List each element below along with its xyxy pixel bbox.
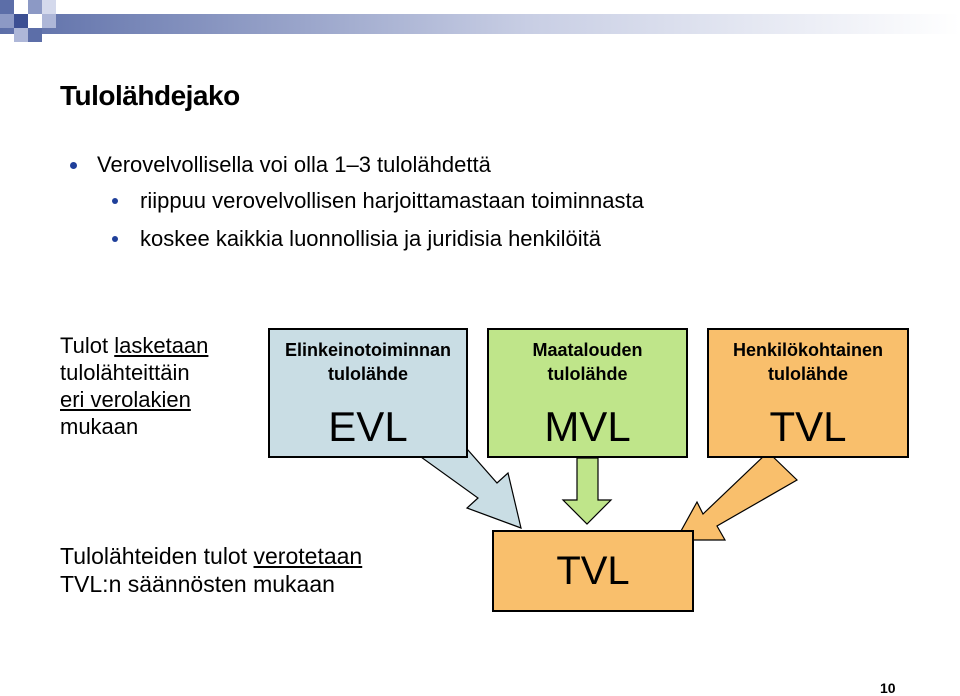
left-note-line-1: Tulot lasketaan [60, 333, 209, 358]
source-box-tvl [707, 328, 909, 458]
bullet-text: Verovelvollisella voi olla 1–3 tulolähdettä [97, 152, 491, 177]
arrow-mvl-to-tvl [563, 458, 611, 524]
arrow-tvl-to-tvl [676, 452, 797, 540]
page-number: 10 [880, 680, 896, 696]
result-box-tvl: TVL [492, 530, 694, 612]
left-note-line-3: eri verolakien [60, 387, 191, 412]
source-label: Maatalouden tulolähde [532, 340, 643, 384]
bottom-note-line-2: TVL:n säännösten mukaan [60, 571, 335, 597]
left-note-line-4: mukaan [60, 414, 139, 439]
underlined-word: lasketaan [114, 333, 209, 358]
source-code: MVL [544, 403, 631, 450]
source-box-mvl [487, 328, 688, 458]
source-label: Henkilökohtainen tulolähde [732, 340, 884, 384]
left-note-line-2: tulolähteittäin [60, 360, 190, 385]
bullet-text: koskee kaikkia luonnollisia ja juridisia henkilöitä [140, 226, 602, 251]
bullet-text: riippuu verovelvollisen harjoittamastaan toiminnasta [140, 188, 644, 213]
bottom-note [60, 542, 362, 598]
source-label: Elinkeinotoiminnan tulolähde [284, 340, 451, 384]
source-code: TVL [769, 403, 847, 450]
source-code: EVL [328, 403, 408, 450]
slide-title: Tulolähdejako [60, 80, 240, 111]
source-box-evl [268, 328, 468, 458]
bottom-note-line-1: Tulolähteiden tulot verotetaan [60, 543, 363, 569]
underlined-word: verotetaan [253, 543, 363, 569]
